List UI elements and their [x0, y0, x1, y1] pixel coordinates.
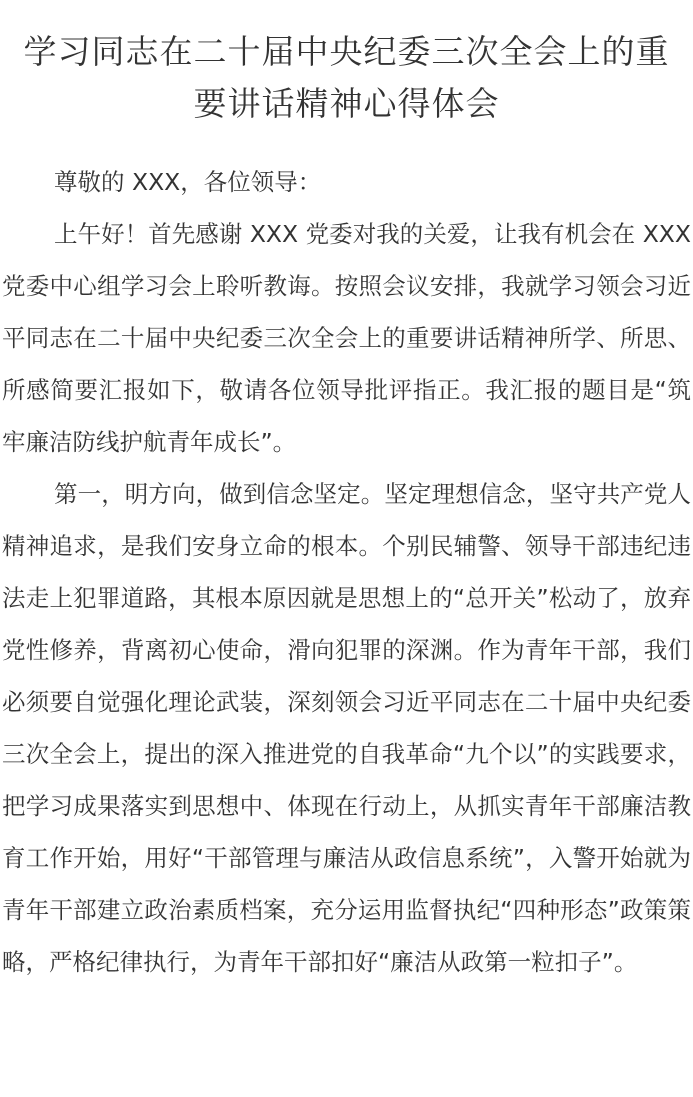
document-title — [0, 26, 693, 130]
salutation: 尊敬的 XXX，各位领导： — [54, 168, 322, 196]
paragraph-greeting: 上午好！首先感谢 XXX 党委对我的关爱，让我有机会在 XXX 党委中心组学习会上聆听教诲。按照会议安排，我就学习领会习近平同志在二十届中央纪委三次全会上的重要讲话精神所学、所思、所感简要汇报如下，敬请各位领导批评指正。我汇报的题目是“筑牢廉洁防线护航青年成长”。 — [2, 220, 691, 456]
title-line-2: 要讲话精神心得体会 — [193, 84, 500, 123]
document-body — [2, 156, 691, 988]
paragraph-first-point: 第一，明方向，做到信念坚定。坚定理想信念，坚守共产党人精神追求，是我们安身立命的根本。个别民辅警、领导干部违纪违法走上犯罪道路，其根本原因就是思想上的“总开关”松动了，放弃党性修养，背离初心使命，滑向犯罪的深渊。作为青年干部，我们必须要自觉强化理论武装，深刻领会习近平同志在二十届中央纪委三次全会上，提出的深入推进党的自我革命“九个以”的实践要求，把学习成果落实到思想中、体现在行动上，从抓实青年干部廉洁教育工作开始，用好“干部管理与廉洁从政信息系统”，入警开始就为青年干部建立政治素质档案，充分运用监督执纪“四种形态”政策策略，严格纪律执行，为青年干部扣好“廉洁从政第一粒扣子”。 — [2, 480, 691, 976]
title-line-1: 学习同志在二十届中央纪委三次全会上的重 — [23, 32, 670, 71]
